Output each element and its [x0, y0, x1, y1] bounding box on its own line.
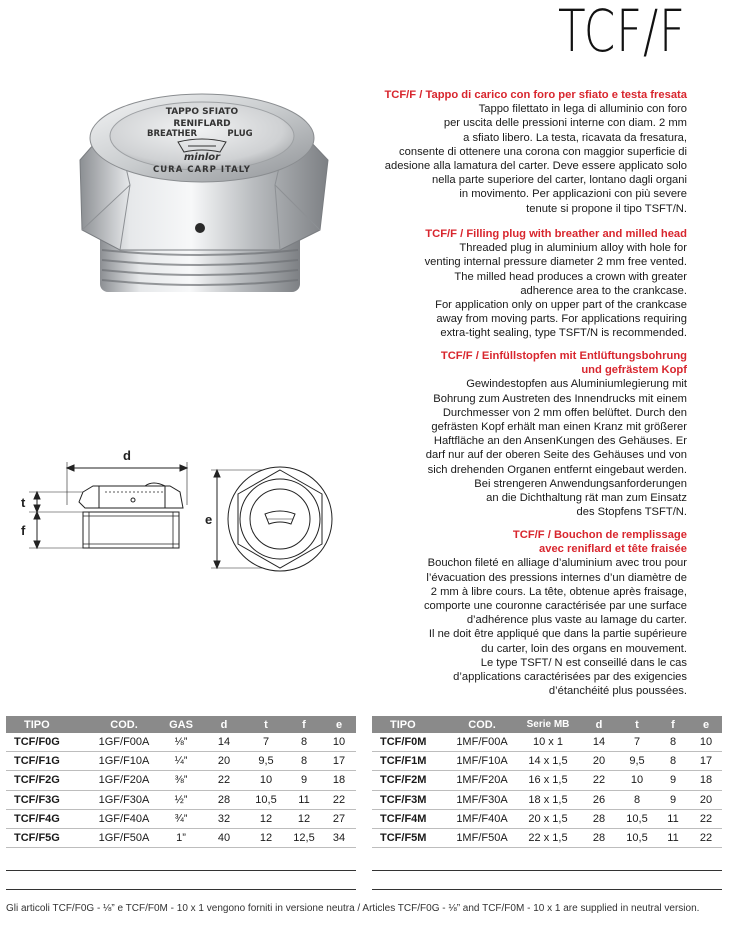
body-line: 2 mm à libre cours. La tête, obtenue après fraisage, — [430, 585, 687, 598]
cell-tipo: TCF/F4M — [372, 809, 448, 828]
section-title-line: Filling plug with breather and milled head — [466, 228, 687, 240]
section-code: TCF/F — [384, 89, 417, 101]
cell-d: 20 — [202, 752, 246, 771]
section-heading — [360, 349, 687, 377]
section-french — [360, 528, 687, 698]
section-heading — [360, 88, 687, 102]
divider — [6, 889, 356, 890]
section-code: TCF/F — [425, 228, 457, 240]
cell-e: 20 — [690, 790, 722, 809]
section-code: TCF/F — [440, 350, 473, 362]
cell-d: 28 — [202, 790, 246, 809]
section-separator: / — [472, 350, 482, 362]
body-line: nella parte superiore del carter, lontano dagli organi — [432, 174, 687, 187]
table-row — [6, 790, 356, 809]
table-header-row — [372, 716, 722, 733]
body-line: d’adhérence plus vaste au lamage du carter. — [466, 614, 687, 627]
cell-d: 22 — [580, 771, 618, 790]
head-text-plug: PLUG — [227, 129, 253, 139]
section-code: TCF/F — [512, 529, 545, 541]
table-row — [6, 771, 356, 790]
cell-f: 11 — [286, 790, 322, 809]
technical-drawing — [5, 440, 350, 590]
table-header-row — [6, 716, 356, 733]
col-header-tipo: TIPO — [372, 716, 448, 733]
cell-serie: 14 x 1,5 — [516, 752, 580, 771]
col-header-cod: COD. — [88, 716, 160, 733]
spec-table-gas — [6, 716, 356, 848]
section-title-line: Einfüllstopfen mit Entlüftungsbohrung — [481, 350, 687, 362]
table-row — [372, 809, 722, 828]
cell-gas: ¾” — [160, 809, 202, 828]
cell-cod: 1MF/F00A — [448, 733, 516, 752]
col-header-e: e — [322, 716, 356, 733]
body-line: Durchmesser von 2 mm offen belüftet. Durch den — [442, 406, 687, 419]
table-row — [372, 733, 722, 752]
dim-t-label: t — [21, 495, 26, 510]
cell-tipo: TCF/F0G — [6, 733, 88, 752]
cell-d: 32 — [202, 809, 246, 828]
section-heading — [360, 227, 687, 241]
cell-d: 20 — [580, 752, 618, 771]
product-photo — [60, 90, 350, 305]
cell-f: 11 — [656, 809, 690, 828]
cell-d: 14 — [202, 733, 246, 752]
cell-tipo: TCF/F3M — [372, 790, 448, 809]
body-line: adherence area to the crankcase. — [520, 284, 687, 297]
cell-e: 10 — [322, 733, 356, 752]
cell-cod: 1GF/F50A — [88, 828, 160, 847]
section-separator: / — [457, 228, 467, 240]
cell-t: 9,5 — [246, 752, 286, 771]
head-brand: minlor — [183, 152, 221, 163]
cell-serie: 20 x 1,5 — [516, 809, 580, 828]
head-text-mid: RENIFLARD — [173, 119, 231, 129]
cell-t: 8 — [618, 790, 656, 809]
cell-cod: 1GF/F30A — [88, 790, 160, 809]
head-text-bottom: CURA CARP ITALY — [153, 165, 251, 175]
section-heading — [360, 528, 687, 556]
cell-serie: 10 x 1 — [516, 733, 580, 752]
table-row — [6, 733, 356, 752]
body-line: For application only on upper part of the crankcase — [435, 299, 687, 312]
body-line: Bouchon fileté en alliage d’aluminium avec trou pour — [427, 557, 687, 570]
cell-tipo: TCF/F4G — [6, 809, 88, 828]
cell-gas: ½” — [160, 790, 202, 809]
cell-cod: 1MF/F40A — [448, 809, 516, 828]
body-line: away from moving parts. For applications requiring — [436, 313, 687, 326]
col-header-tipo: TIPO — [6, 716, 88, 733]
cell-d: 14 — [580, 733, 618, 752]
cell-e: 17 — [322, 752, 356, 771]
dim-f-label: f — [21, 523, 26, 538]
cell-cod: 1GF/F10A — [88, 752, 160, 771]
cell-f: 8 — [286, 752, 322, 771]
cell-e: 34 — [322, 828, 356, 847]
body-line: Il ne doit être appliqué que dans la partie supérieure — [428, 628, 687, 641]
body-line: venting internal pressure diameter 2 mm free vented. — [424, 256, 687, 269]
cell-gas: ¼” — [160, 752, 202, 771]
cell-d: 40 — [202, 828, 246, 847]
cell-tipo: TCF/F1M — [372, 752, 448, 771]
cell-t: 10 — [618, 771, 656, 790]
cell-f: 8 — [656, 752, 690, 771]
cell-f: 8 — [286, 733, 322, 752]
section-separator: / — [544, 529, 554, 541]
body-line: adesione alla lamatura del carter. Deve essere applicato solo — [384, 160, 687, 173]
cell-t: 10 — [246, 771, 286, 790]
cell-cod: 1MF/F20A — [448, 771, 516, 790]
section-body — [360, 241, 687, 340]
cell-serie: 22 x 1,5 — [516, 828, 580, 847]
cell-f: 9 — [656, 790, 690, 809]
body-line: Bei strengeren Anwendungsanforderungen — [474, 477, 687, 490]
cell-tipo: TCF/F5G — [6, 828, 88, 847]
head-text-breather: BREATHER — [146, 129, 198, 139]
side-view — [29, 462, 187, 548]
cell-tipo: TCF/F2M — [372, 771, 448, 790]
cell-d: 22 — [202, 771, 246, 790]
body-line: Tappo filettato in lega di alluminio con foro — [478, 103, 687, 116]
cell-tipo: TCF/F1G — [6, 752, 88, 771]
cell-cod: 1MF/F30A — [448, 790, 516, 809]
body-line: Haftfläche an den AnsenKungen des Gehäuses. Er — [433, 435, 687, 448]
col-header-t: t — [618, 716, 656, 733]
cell-f: 12,5 — [286, 828, 322, 847]
col-header-t: t — [246, 716, 286, 733]
cell-e: 27 — [322, 809, 356, 828]
section-title-line: und gefrästem Kopf — [581, 364, 687, 377]
cell-serie: 16 x 1,5 — [516, 771, 580, 790]
col-header-f: f — [286, 716, 322, 733]
top-view — [211, 467, 332, 571]
body-line: per uscita delle pressioni interne con diam. 2 mm — [443, 117, 687, 130]
cell-f: 12 — [286, 809, 322, 828]
table-row — [372, 790, 722, 809]
table-row — [6, 828, 356, 847]
body-line: Bohrung zum Austreten des Innendrucks mit einem — [433, 392, 687, 405]
cell-f: 9 — [286, 771, 322, 790]
cell-t: 10,5 — [618, 828, 656, 847]
section-body — [360, 556, 687, 698]
cell-d: 28 — [580, 828, 618, 847]
cell-tipo: TCF/F0M — [372, 733, 448, 752]
col-header-d: d — [202, 716, 246, 733]
table-row — [6, 752, 356, 771]
col-header-d: d — [580, 716, 618, 733]
spec-table-metric — [372, 716, 722, 848]
cell-e: 10 — [690, 733, 722, 752]
table-row — [372, 771, 722, 790]
cell-gas: 1” — [160, 828, 202, 847]
body-line: extra-tight sealing, type TSFT/N is recommended. — [440, 327, 687, 340]
dim-d-label: d — [123, 448, 131, 463]
cell-d: 26 — [580, 790, 618, 809]
body-line: an die Dichthaltung rät man zum Einsatz — [486, 492, 687, 505]
section-title-line: avec reniflard et tête fraisée — [539, 543, 687, 556]
body-line: Threaded plug in aluminium alloy with hole for — [459, 242, 687, 255]
body-line: darf nur auf der oberen Seite des Gehäuses und von — [425, 449, 687, 462]
section-german — [360, 349, 687, 519]
cell-t: 7 — [246, 733, 286, 752]
dim-e-label: e — [205, 512, 213, 527]
cell-d: 28 — [580, 809, 618, 828]
cell-e: 22 — [690, 809, 722, 828]
cell-cod: 1GF/F00A — [88, 733, 160, 752]
body-line: a sfiato libero. La testa, ricavata da fresatura, — [463, 131, 687, 144]
body-line: consente di ottenere una corona con maggior superficie di — [399, 145, 687, 158]
cell-t: 10,5 — [246, 790, 286, 809]
cell-t: 10,5 — [618, 809, 656, 828]
table-row — [372, 752, 722, 771]
footnote: Gli articoli TCF/F0G - ⅛” e TCF/F0M - 10 x 1 vengono forniti in versione neutra / Articles TCF/F0G - ⅛” and TCF/F0M - 10 x 1 are supplied in neutral version. — [6, 903, 700, 914]
head-text-top: TAPPO SFIATO — [165, 107, 239, 117]
section-body — [360, 102, 687, 216]
col-header-cod: COD. — [448, 716, 516, 733]
cell-e: 18 — [690, 771, 722, 790]
cell-cod: 1GF/F40A — [88, 809, 160, 828]
cell-f: 9 — [656, 771, 690, 790]
body-line: sich drehenden Organen entfernt eingebaut werden. — [427, 463, 687, 476]
table-row — [6, 809, 356, 828]
table-row — [372, 828, 722, 847]
cell-tipo: TCF/F3G — [6, 790, 88, 809]
col-header-serie: Serie MB — [516, 716, 580, 733]
col-header-f: f — [656, 716, 690, 733]
section-title-line: Bouchon de remplissage — [553, 529, 687, 541]
cell-t: 12 — [246, 828, 286, 847]
cell-cod: 1GF/F20A — [88, 771, 160, 790]
cell-f: 11 — [656, 828, 690, 847]
body-line: The milled head produces a crown with greater — [454, 270, 687, 283]
cell-t: 9,5 — [618, 752, 656, 771]
cell-serie: 18 x 1,5 — [516, 790, 580, 809]
col-header-e: e — [690, 716, 722, 733]
page-title: TCF/F — [558, 0, 686, 65]
divider — [372, 870, 722, 871]
section-english — [360, 227, 687, 341]
body-line: d’étanchéité plus poussées. — [548, 685, 687, 698]
body-line: in movimento. Per applicazioni con più severe — [459, 188, 687, 201]
cell-cod: 1MF/F10A — [448, 752, 516, 771]
cell-e: 18 — [322, 771, 356, 790]
body-line: d’applications caractérisées par des exigencies — [453, 671, 687, 684]
divider — [6, 870, 356, 871]
body-line: l’évacuation des pressions internes d’un diamètre de — [426, 571, 687, 584]
cell-gas: ⅛” — [160, 733, 202, 752]
vent-hole — [195, 223, 205, 233]
cell-e: 22 — [322, 790, 356, 809]
col-header-gas: GAS — [160, 716, 202, 733]
body-line: des Stopfens TSFT/N. — [576, 506, 687, 519]
cell-t: 12 — [246, 809, 286, 828]
cell-tipo: TCF/F2G — [6, 771, 88, 790]
body-line: du carter, loin des organs en mouvement. — [481, 642, 687, 655]
cell-f: 8 — [656, 733, 690, 752]
cell-tipo: TCF/F5M — [372, 828, 448, 847]
body-line: tenute si propone il tipo TSFT/N. — [526, 202, 687, 215]
cell-gas: ⅜” — [160, 771, 202, 790]
cell-cod: 1MF/F50A — [448, 828, 516, 847]
divider — [372, 889, 722, 890]
body-line: Gewindestopfen aus Aluminiumlegierung mit — [466, 378, 687, 391]
cell-e: 22 — [690, 828, 722, 847]
cell-t: 7 — [618, 733, 656, 752]
body-line: gefrästen Kopf erhält man einen Kranz mit größerer — [431, 421, 687, 434]
body-line: comporte une couronne caractérisée par une surface — [423, 600, 687, 613]
section-body — [360, 377, 687, 519]
section-separator: / — [416, 89, 426, 101]
section-title-line: Tappo di carico con foro per sfiato e testa fresata — [425, 89, 687, 101]
body-line: Le type TSFT/ N est conseillé dans le cas — [480, 656, 687, 669]
cell-e: 17 — [690, 752, 722, 771]
section-italian — [360, 88, 687, 216]
